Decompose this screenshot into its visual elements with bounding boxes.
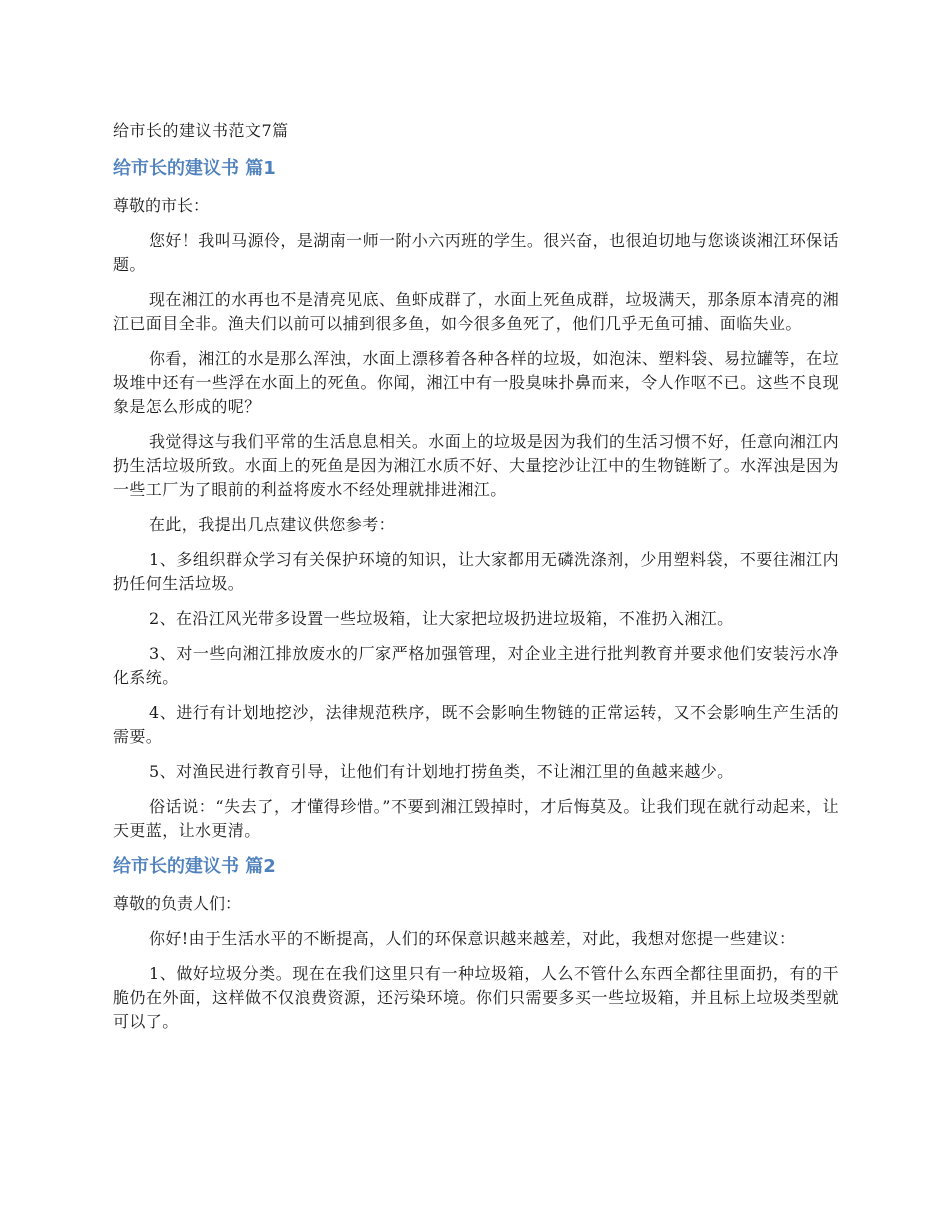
document-title: 给市长的建议书范文7篇: [113, 121, 289, 140]
suggestion-item: 1、做好垃圾分类。现在在我们这里只有一种垃圾箱，人么不管什么东西全都往里面扔，有的干脆仍在外面，这样做不仅浪费资源，还污染环境。你们只需要多买一些垃圾箱，并且标上垃圾类型就可以了。: [113, 964, 839, 1031]
section-1: [113, 156, 839, 843]
paragraph: 你看，湘江的水是那么浑浊，水面上漂移着各种各样的垃圾，如泡沫、塑料袋、易拉罐等，在垃圾堆中还有一些浮在水面上的死鱼。你闻，湘江中有一股臭味扑鼻而来，令人作呕不已。这些不良现象是怎么形成的呢？: [113, 349, 839, 416]
paragraph: 俗话说：“失去了，才懂得珍惜。”不要到湘江毁掉时，才后悔莫及。让我们现在就行动起来，让天更蓝，让水更清。: [113, 797, 839, 840]
suggestion-item: 3、对一些向湘江排放废水的厂家严格加强管理，对企业主进行批判教育并要求他们安装污水净化系统。: [113, 644, 839, 687]
document-page: [113, 120, 839, 1045]
section-heading: 给市长的建议书 篇2: [113, 856, 276, 877]
suggestion-item: 1、多组织群众学习有关保护环境的知识，让大家都用无磷洗涤剂，少用塑料袋，不要往湘江内扔任何生活垃圾。: [113, 550, 839, 593]
salutation: 尊敬的市长：: [113, 196, 210, 215]
suggestion-item: 2、在沿江风光带多设置一些垃圾箱，让大家把垃圾扔进垃圾箱，不准扔入湘江。: [149, 609, 734, 628]
paragraph: 在此，我提出几点建议供您参考：: [149, 515, 396, 534]
paragraph: 你好!由于生活水平的不断提高，人们的环保意识越来越差，对此，我想对您提一些建议：: [149, 929, 796, 948]
section-heading: 给市长的建议书 篇1: [113, 158, 276, 179]
paragraph: 现在湘江的水再也不是清亮见底、鱼虾成群了，水面上死鱼成群，垃圾满天，那条原本清亮的湘江已面目全非。渔夫们以前可以捕到很多鱼，如今很多鱼死了，他们几乎无鱼可捕、面临失业。: [113, 290, 839, 333]
salutation: 尊敬的负责人们：: [113, 894, 242, 913]
paragraph: 您好！我叫马源伶，是湖南一师一附小六丙班的学生。很兴奋，也很迫切地与您谈谈湘江环保话题。: [113, 231, 839, 274]
suggestion-item: 4、进行有计划地挖沙，法律规范秩序，既不会影响生物链的正常运转，又不会影响生产生活的需要。: [113, 703, 839, 746]
paragraph: 我觉得这与我们平常的生活息息相关。水面上的垃圾是因为我们的生活习惯不好，任意向湘江内扔生活垃圾所致。水面上的死鱼是因为湘江水质不好、大量挖沙让江中的生物链断了。水浑浊是因为一些工厂为了眼前的利益将废水不经处理就排进湘江。: [113, 432, 839, 499]
suggestion-item: 5、对渔民进行教育引导，让他们有计划地打捞鱼类，不让湘江里的鱼越来越少。: [149, 762, 734, 781]
section-2: [113, 854, 839, 1034]
